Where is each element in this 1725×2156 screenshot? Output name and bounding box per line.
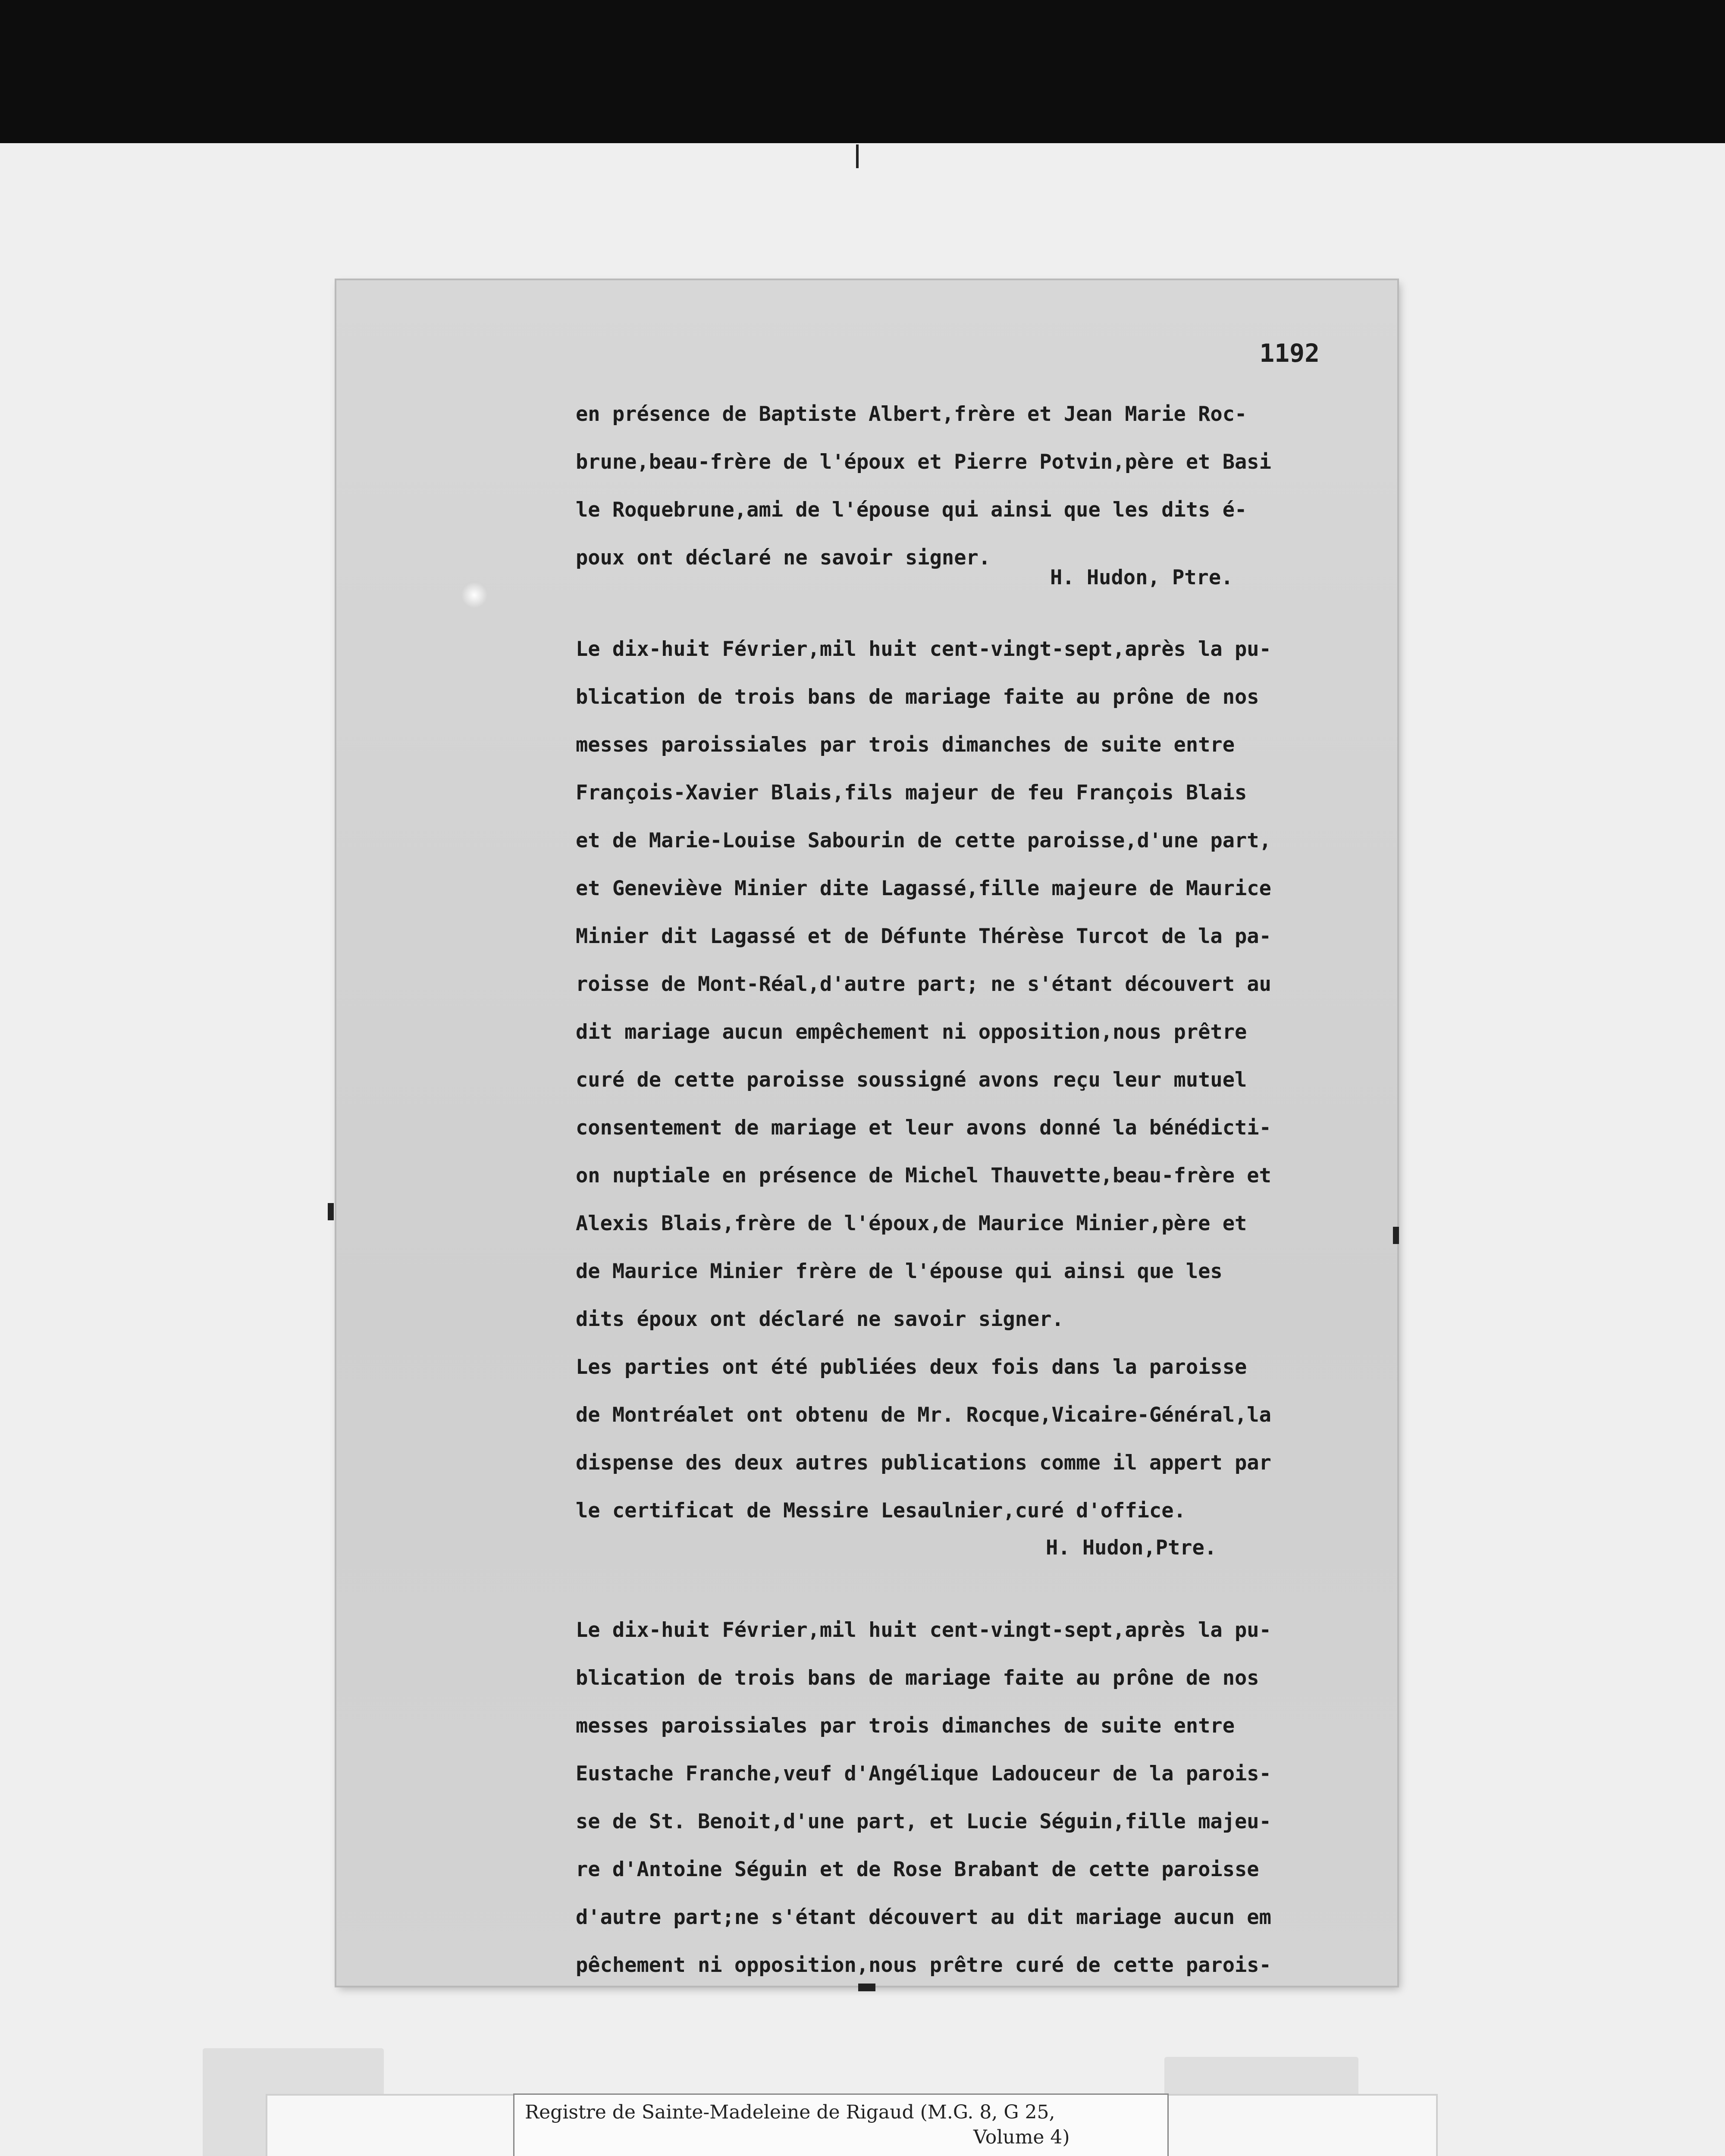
text-line: François-Xavier Blais,fils majeur de feu François Blais	[576, 781, 1247, 805]
typed-page	[336, 280, 1397, 1986]
signature-2: H. Hudon,Ptre.	[1046, 1536, 1217, 1560]
text-line: consentement de mariage et leur avons donné la bénédicti-	[576, 1116, 1271, 1140]
reference-volume: Volume 4)	[973, 2126, 1070, 2148]
text-line: le Roquebrune,ami de l'épouse qui ainsi que les dits é-	[576, 498, 1247, 522]
text-line: dits époux ont déclaré ne savoir signer.	[576, 1307, 1064, 1331]
text-line: le certificat de Messire Lesaulnier,curé d'office.	[576, 1499, 1186, 1523]
text-line: roisse de Mont-Réal,d'autre part; ne s'étant découvert au	[576, 972, 1271, 996]
text-line: Les parties ont été publiées deux fois dans la paroisse	[576, 1355, 1247, 1379]
text-line: Le dix-huit Février,mil huit cent-vingt-sept,après la pu-	[576, 1618, 1271, 1642]
text-line: Alexis Blais,frère de l'époux,de Maurice Minier,père et	[576, 1212, 1247, 1235]
page-text	[576, 390, 1309, 1989]
text-line: dit mariage aucun empêchement ni opposition,nous prêtre	[576, 1020, 1247, 1044]
entry-1	[576, 390, 1309, 582]
text-line: re d'Antoine Séguin et de Rose Brabant de cette paroisse	[576, 1858, 1259, 1881]
text-line: blication de trois bans de mariage faite au prône de nos	[576, 685, 1259, 709]
text-line: de Maurice Minier frère de l'épouse qui ainsi que les	[576, 1260, 1223, 1283]
signature-1: H. Hudon, Ptre.	[1050, 566, 1233, 589]
text-line: et Geneviève Minier dite Lagassé,fille majeure de Maurice	[576, 877, 1271, 900]
text-line: Eustache Franche,veuf d'Angélique Ladouceur de la parois-	[576, 1762, 1271, 1786]
text-line: dispense des deux autres publications comme il appert par	[576, 1451, 1271, 1475]
text-line: curé de cette paroisse soussigné avons reçu leur mutuel	[576, 1068, 1247, 1092]
text-line: de Montréalet ont obtenu de Mr. Rocque,Vicaire-Général,la	[576, 1403, 1271, 1427]
reference-slip	[513, 2093, 1169, 2156]
text-line: en présence de Baptiste Albert,frère et Jean Marie Roc-	[576, 402, 1247, 426]
text-line: blication de trois bans de mariage faite au prône de nos	[576, 1666, 1259, 1690]
text-line: pêchement ni opposition,nous prêtre curé de cette parois-	[576, 1953, 1271, 1977]
reference-line: Registre de Sainte-Madeleine de Rigaud (M.G. 8, G 25,	[525, 2101, 1055, 2123]
registration-mark	[858, 1984, 875, 1991]
text-line: Le dix-huit Février,mil huit cent-vingt-sept,après la pu-	[576, 637, 1271, 661]
entry-2	[576, 625, 1309, 1535]
page-number: 1192	[1259, 338, 1320, 368]
text-line: se de St. Benoit,d'une part, et Lucie Séguin,fille majeu-	[576, 1810, 1271, 1833]
ink-smudge	[461, 582, 487, 608]
text-line: et de Marie-Louise Sabourin de cette paroisse,d'une part,	[576, 829, 1271, 852]
text-line: d'autre part;ne s'étant découvert au dit mariage aucun em	[576, 1905, 1271, 1929]
text-line: on nuptiale en présence de Michel Thauvette,beau-frère et	[576, 1164, 1271, 1188]
text-line: brune,beau-frère de l'époux et Pierre Potvin,père et Basi	[576, 450, 1271, 474]
text-line: messes paroissiales par trois dimanches de suite entre	[576, 1714, 1235, 1738]
text-line: poux ont déclaré ne savoir signer.	[576, 546, 991, 570]
text-line: Minier dit Lagassé et de Défunte Thérèse Turcot de la pa-	[576, 924, 1271, 948]
entry-3	[576, 1606, 1309, 1989]
registration-mark	[1393, 1227, 1399, 1244]
registration-mark	[328, 1203, 334, 1220]
text-line: messes paroissiales par trois dimanches de suite entre	[576, 733, 1235, 757]
registration-mark	[856, 144, 859, 168]
